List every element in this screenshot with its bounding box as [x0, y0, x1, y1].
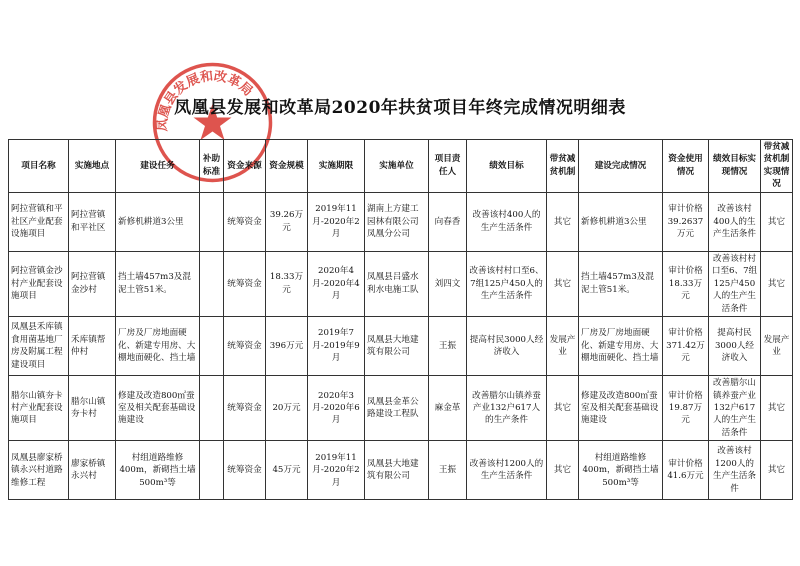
header-cell: 带贫减贫机制 — [547, 140, 579, 193]
table-cell: 审计价格19.87万元 — [663, 376, 709, 441]
table-cell: 改善腊尔山镇养蚕产业132户617人的生产条件 — [467, 376, 547, 441]
header-cell: 绩效目标 — [467, 140, 547, 193]
table-row — [9, 376, 793, 441]
header-cell: 建设任务 — [116, 140, 200, 193]
table-cell: 修建及改造800㎡蚕室及相关配套基础设施建设 — [579, 376, 663, 441]
table-cell: 2020年3月-2020年6月 — [308, 376, 365, 441]
table-cell: 其它 — [547, 192, 579, 251]
table-cell: 湖南上方建工园林有限公司凤凰分公司 — [365, 192, 429, 251]
table-cell: 20万元 — [266, 376, 308, 441]
table-cell: 廖家桥镇永兴村 — [69, 441, 116, 500]
table-cell: 审计价格39.2637万元 — [663, 192, 709, 251]
table-cell: 2020年4月-2020年4月 — [308, 251, 365, 316]
table-cell: 改善腊尔山镇养蚕产业132户617人的生产生活条件 — [709, 376, 761, 441]
table-cell — [200, 441, 224, 500]
table-cell: 其它 — [761, 192, 793, 251]
table-cell — [200, 251, 224, 316]
header-cell: 项目名称 — [9, 140, 69, 193]
table-cell: 禾库镇帮仲村 — [69, 317, 116, 376]
svg-text:凤凰县发展和改革局: 凤凰县发展和改革局 — [155, 68, 256, 132]
header-cell: 建设完成情况 — [579, 140, 663, 193]
header-cell: 绩效目标实现情况 — [709, 140, 761, 193]
table-cell: 其它 — [761, 441, 793, 500]
table-cell: 腊尔山镇夯卡村 — [69, 376, 116, 441]
table-cell: 凤凰县大地建筑有限公司 — [365, 441, 429, 500]
table-row — [9, 441, 793, 500]
table-cell: 45万元 — [266, 441, 308, 500]
header-cell: 实施单位 — [365, 140, 429, 193]
table-cell: 审计价格41.6万元 — [663, 441, 709, 500]
table-cell: 改善该村1200人的生产生活条件 — [709, 441, 761, 500]
table-cell: 2019年11月-2020年2月 — [308, 192, 365, 251]
table-cell: 村组道路维修400m，新砌挡土墙500m³等 — [116, 441, 200, 500]
table-cell: 39.26万元 — [266, 192, 308, 251]
table-cell: 挡土墙457m3及混泥土管51米。 — [116, 251, 200, 316]
table-cell: 厂房及厂房地面硬化、新建专用房、大棚地面硬化、挡土墙 — [116, 317, 200, 376]
header-cell: 资金来源 — [224, 140, 266, 193]
table-cell: 新修机耕道3公里 — [116, 192, 200, 251]
table-cell: 审计价格371.42万元 — [663, 317, 709, 376]
table-cell: 腊尔山镇夯卡村产业配套设施项目 — [9, 376, 69, 441]
table-cell: 凤凰县廖家桥镇永兴村道路维修工程 — [9, 441, 69, 500]
table-cell: 改善该村村口至6、7组125户450人的生产生活条件 — [467, 251, 547, 316]
table-cell: 阿拉营镇和平社区 — [69, 192, 116, 251]
table-cell: 改善该村1200人的生产生活条件 — [467, 441, 547, 500]
table-cell: 改善该村400人的生产生活条件 — [709, 192, 761, 251]
table-cell: 王振 — [429, 441, 467, 500]
table-cell: 阿拉营镇和平社区产业配套设施项目 — [9, 192, 69, 251]
page-title: 凤凰县发展和改革局2020年扶贫项目年终完成情况明细表 — [174, 98, 626, 118]
table-cell: 新修机耕道3公里 — [579, 192, 663, 251]
table-cell: 2019年7月-2019年9月 — [308, 317, 365, 376]
table-cell: 凤凰县吕盛水利水电施工队 — [365, 251, 429, 316]
header-cell: 实施期限 — [308, 140, 365, 193]
table-cell: 阿拉营镇金沙村 — [69, 251, 116, 316]
table-row — [9, 251, 793, 316]
table-cell: 王振 — [429, 317, 467, 376]
table-cell: 改善该村400人的生产生活条件 — [467, 192, 547, 251]
header-cell: 带贫减贫机制实现情况 — [761, 140, 793, 193]
table-cell — [200, 376, 224, 441]
table-cell: 18.33万元 — [266, 251, 308, 316]
table-cell — [200, 317, 224, 376]
table-cell: 统筹资金 — [224, 441, 266, 500]
table-cell: 刘四文 — [429, 251, 467, 316]
header-cell: 补助标准 — [200, 140, 224, 193]
table-row — [9, 192, 793, 251]
table-cell: 其它 — [761, 251, 793, 316]
table-cell: 统筹资金 — [224, 192, 266, 251]
table-cell: 凤凰县大地建筑有限公司 — [365, 317, 429, 376]
table-cell: 统筹资金 — [224, 251, 266, 316]
table-cell: 提高村民3000人经济收入 — [709, 317, 761, 376]
table-cell: 其它 — [547, 251, 579, 316]
header-cell: 项目责任人 — [429, 140, 467, 193]
table-cell: 396万元 — [266, 317, 308, 376]
table-cell: 修建及改造800㎡蚕室及相关配套基础设施建设 — [116, 376, 200, 441]
table-cell: 其它 — [547, 376, 579, 441]
data-table — [8, 139, 793, 500]
table-cell: 统筹资金 — [224, 317, 266, 376]
table-cell: 阿拉营镇金沙村产业配套设施项目 — [9, 251, 69, 316]
table-cell — [200, 192, 224, 251]
table-cell: 改善该村村口至6、7组125户450人的生产生活条件 — [709, 251, 761, 316]
table-cell: 发展产业 — [547, 317, 579, 376]
table-cell: 审计价格18.33万元 — [663, 251, 709, 316]
header-cell: 资金规模 — [266, 140, 308, 193]
table-cell: 厂房及厂房地面硬化、新建专用房、大棚地面硬化、挡土墙 — [579, 317, 663, 376]
table-cell: 统筹资金 — [224, 376, 266, 441]
table-cell: 麻金革 — [429, 376, 467, 441]
table-cell: 凤凰县禾库镇食用菌基地厂房及附属工程建设项目 — [9, 317, 69, 376]
table-cell: 向春香 — [429, 192, 467, 251]
header-cell: 资金使用情况 — [663, 140, 709, 193]
table-cell: 2019年11月-2020年2月 — [308, 441, 365, 500]
table-row — [9, 317, 793, 376]
table-cell: 凤凰县金革公路建设工程队 — [365, 376, 429, 441]
table-cell: 挡土墙457m3及混泥土管51米。 — [579, 251, 663, 316]
table-cell: 村组道路维修400m，新砌挡土墙500m³等 — [579, 441, 663, 500]
header-cell: 实施地点 — [69, 140, 116, 193]
table-cell: 提高村民3000人经济收入 — [467, 317, 547, 376]
header-row — [9, 140, 793, 193]
table-cell: 发展产业 — [761, 317, 793, 376]
table-cell: 其它 — [761, 376, 793, 441]
table-cell: 其它 — [547, 441, 579, 500]
